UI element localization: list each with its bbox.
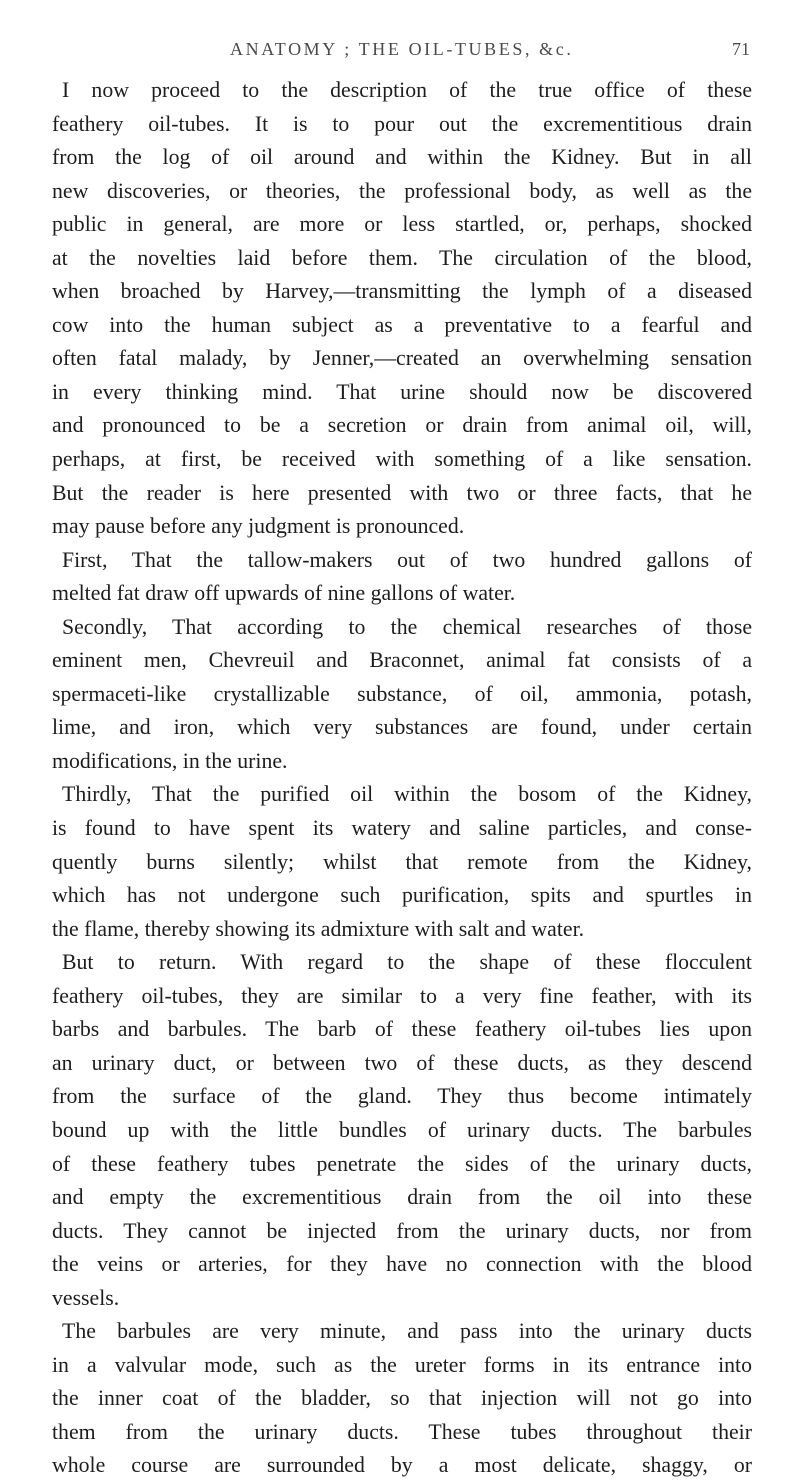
text-line: from the log of oil around and within the Kidney. But in all [52,145,752,170]
text-line: and pronounced to be a secretion or drain from animal oil, will, [52,413,752,438]
text-line: which has not undergone such purification, spits and spurtles in [52,883,752,908]
text-line: the inner coat of the bladder, so that injection will not go into [52,1386,752,1411]
text-line: whole course are surrounded by a most delicate, shaggy, or [52,1453,752,1478]
text-line: may pause before any judgment is pronounced. [52,514,465,539]
text-line: lime, and iron, which very substances are found, under certain [52,715,752,740]
text-line: often fatal malady, by Jenner,—created an overwhelming sensation [52,346,752,371]
text-line: modifications, in the urine. [52,748,288,773]
text-line: spermaceti-like crystallizable substance, of oil, ammonia, potash, [52,681,752,706]
text-line: in a valvular mode, such as the ureter forms in its entrance into [52,1352,752,1377]
text-line: from the surface of the gland. They thus become intimately [52,1084,752,1109]
text-line: the veins or arteries, for they have no connection with the blood [52,1252,752,1277]
text-line: cow into the human subject as a preventative to a fearful and [52,312,752,337]
text-line: The barbules are very minute, and pass into the urinary ducts [62,1319,752,1344]
text-line: perhaps, at first, be received with something of a like sensation. [52,447,752,472]
text-line: and empty the excrementitious drain from the oil into these [52,1185,752,1210]
text-line: is found to have spent its watery and saline particles, and conse- [52,816,752,841]
text-line: feathery oil-tubes, they are similar to a very fine feather, with its [52,983,752,1008]
text-line: quently burns silently; whilst that remote from the Kidney, [52,849,752,874]
text-line: But to return. With regard to the shape of these flocculent [62,950,752,975]
running-title: ANATOMY ; THE OIL-TUBES, &c. [230,39,574,59]
text-line: an urinary duct, or between two of these ducts, as they descend [52,1050,752,1075]
text-line: at the novelties laid before them. The circulation of the blood, [52,245,752,270]
text-line: First, That the tallow-makers out of two hundred gallons of [62,547,752,572]
text-line: I now proceed to the description of the true office of these [62,78,752,102]
text-line: new discoveries, or theories, the professional body, as well as the [52,178,752,203]
text-line: feathery oil-tubes. It is to pour out the excrementitious drain [52,111,752,136]
text-line: bound up with the little bundles of urinary ducts. The barbules [52,1117,752,1142]
text-line: of these feathery tubes penetrate the sides of the urinary ducts, [52,1151,752,1176]
text-line: melted fat draw off upwards of nine gallons of water. [52,581,516,606]
body-text [52,74,752,1483]
text-line: But the reader is here presented with two or three facts, that he [52,480,752,505]
text-line: vessels. [52,1285,120,1310]
text-line: in every thinking mind. That urine should now be discovered [52,379,752,404]
page-number: 71 [732,39,750,59]
text-line: Thirdly, That the purified oil within the bosom of the Kidney, [62,782,752,807]
text-line: ducts. They cannot be injected from the urinary ducts, nor from [52,1218,752,1243]
text-line: them from the urinary ducts. These tubes throughout their [52,1419,752,1444]
text-line: barbs and barbules. The barb of these feathery oil-tubes lies upon [52,1017,752,1042]
text-line: eminent men, Chevreuil and Braconnet, animal fat consists of a [52,648,752,673]
running-header [230,39,750,69]
text-line: the flame, thereby showing its admixture with salt and water. [52,916,585,941]
text-line: when broached by Harvey,—transmitting the lymph of a diseased [52,279,752,304]
text-line: public in general, are more or less startled, or, perhaps, shocked [52,212,752,237]
text-line: Secondly, That according to the chemical researches of those [62,614,752,639]
